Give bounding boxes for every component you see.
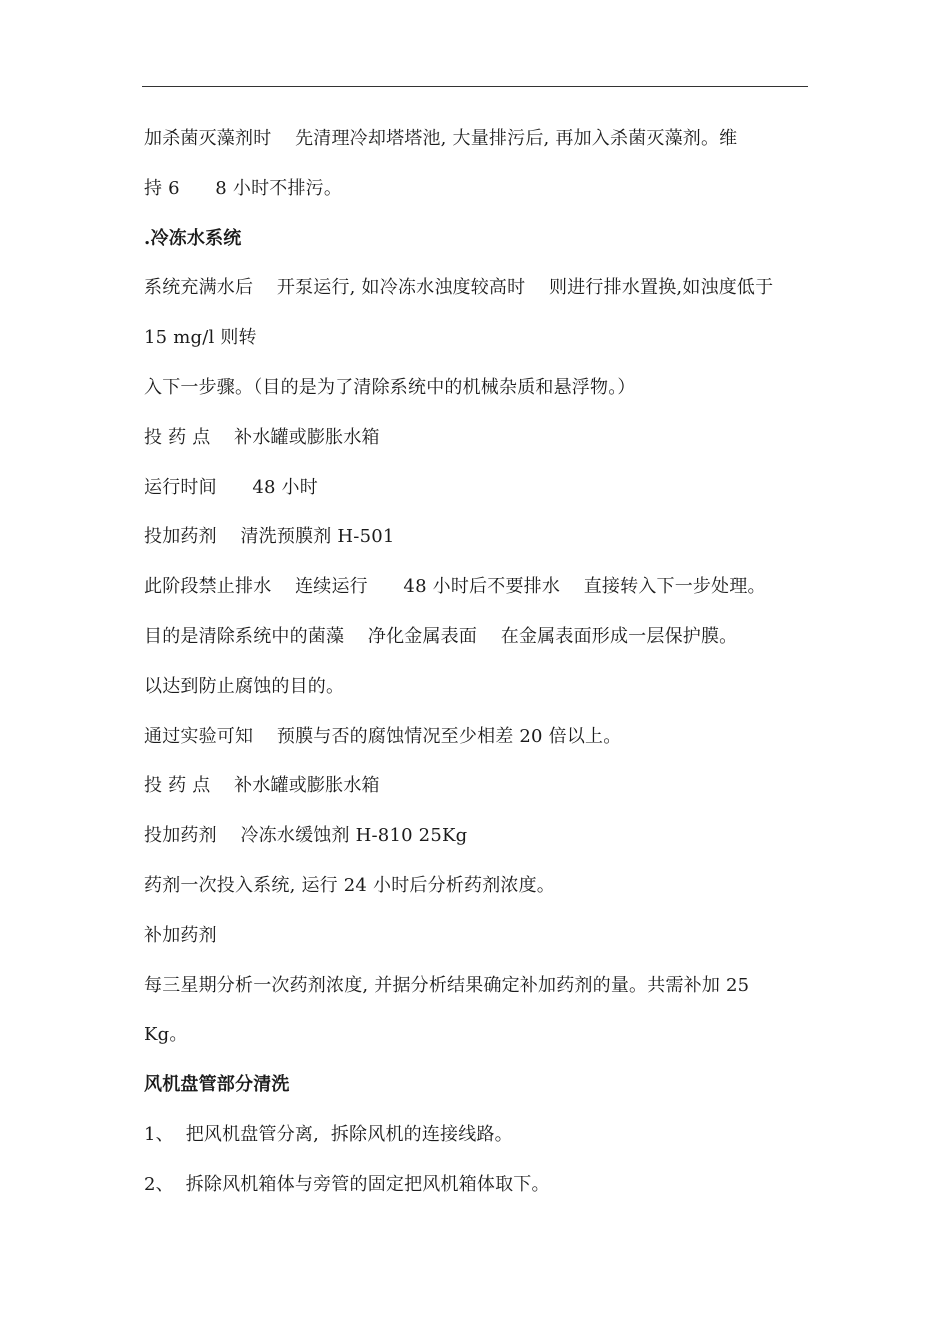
paragraph-line: 通过实验可知 预膜与否的腐蚀情况至少相差 20 倍以上。 bbox=[144, 725, 622, 747]
section-heading-chilled-water: .冷冻水系统 bbox=[144, 227, 242, 249]
paragraph-line: Kg。 bbox=[144, 1024, 188, 1046]
paragraph-line: 此阶段禁止排水 连续运行 48 小时后不要排水 直接转入下一步处理。 bbox=[144, 576, 766, 598]
paragraph-line: 入下一步骤。（目的是为了清除系统中的机械杂质和悬浮物。） bbox=[144, 376, 636, 398]
paragraph-line: 每三星期分析一次药剂浓度, 并据分析结果确定补加药剂的量。共需补加 25 bbox=[144, 974, 750, 996]
paragraph-line: 投加药剂 清洗预膜剂 H-501 bbox=[144, 526, 395, 548]
document-body bbox=[144, 124, 804, 1220]
paragraph-line: 15 mg/l 则转 bbox=[144, 327, 257, 349]
header-rule bbox=[142, 86, 808, 87]
paragraph-line: 加杀菌灭藻剂时 先清理冷却塔塔池, 大量排污后, 再加入杀菌灭藻剂。维 bbox=[144, 128, 738, 149]
paragraph-line: 以达到防止腐蚀的目的。 bbox=[144, 675, 345, 697]
section-heading-fan-coil: 风机盘管部分清洗 bbox=[144, 1074, 290, 1096]
paragraph-line: 投 药 点 补水罐或膨胀水箱 bbox=[144, 775, 380, 797]
paragraph-line: 投加药剂 冷冻水缓蚀剂 H-810 25Kg bbox=[144, 825, 468, 847]
paragraph-line: 持 6 8 小时不排污。 bbox=[144, 177, 343, 199]
list-item: 2、 拆除风机箱体与旁管的固定把风机箱体取下。 bbox=[144, 1173, 550, 1195]
paragraph-line: 目的是清除系统中的菌藻 净化金属表面 在金属表面形成一层保护膜。 bbox=[144, 625, 738, 647]
paragraph-line: 运行时间 48 小时 bbox=[144, 476, 318, 498]
paragraph-line: 投 药 点 补水罐或膨胀水箱 bbox=[144, 426, 380, 448]
list-item: 1、 把风机盘管分离, 拆除风机的连接线路。 bbox=[144, 1123, 513, 1145]
paragraph-line: 补加药剂 bbox=[144, 924, 217, 946]
paragraph-line: 系统充满水后 开泵运行, 如冷冻水浊度较高时 则进行排水置换,如浊度低于 bbox=[144, 277, 774, 299]
paragraph-line: 药剂一次投入系统, 运行 24 小时后分析药剂浓度。 bbox=[144, 874, 555, 896]
